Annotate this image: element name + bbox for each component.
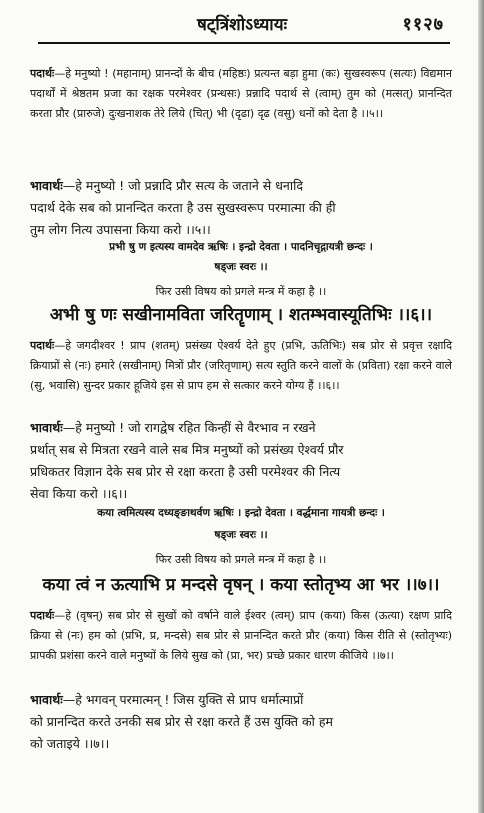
header-rule (38, 42, 450, 44)
bhavartha-line: पदार्थ देके सब को प्रानन्दित करता है उस सुखस्वरूप परमात्मा की ही (30, 200, 336, 215)
bhavartha-line: भावार्थः—हे मनुष्यो ! जो प्रन्नादि प्रौर सत्य के जताने से धनादि (30, 178, 303, 193)
padartha-paragraph-7 (30, 606, 452, 666)
bhavartha-label: भावार्थः (30, 420, 63, 435)
mantra-verse-6: अभी षु णः सखीनामविता जरितॄणाम् । शतम्भवास्यूतिभिः ।।६।। (49, 305, 433, 325)
bhavartha-line: सेवा किया करो ।।६।। (30, 486, 128, 501)
padartha-label: पदार्थः (30, 339, 55, 352)
bhavartha-line: प्रर्थात् सब से मित्रता रखने वाले सब मित्र मनुष्यों को प्रसंख्य ऐश्वर्य प्रौर (30, 442, 344, 457)
svara-line: षड्जः स्वरः ।। (214, 261, 268, 273)
bhavartha-label: भावार्थः (30, 692, 63, 707)
chapter-title: षट्त्रिंशोऽध्यायः (196, 15, 288, 35)
padartha-paragraph-5 (30, 64, 452, 124)
intro-line: फिर उसी विषय को प्रगले मन्त्र में कहा है ।। (155, 285, 327, 298)
bhavartha-line: तुम लोग नित्य उपासना किया करो ।।५।। (30, 222, 211, 237)
padartha-label: पदार्थः (30, 609, 55, 622)
bhavartha-line: भावार्थः—हे मनुष्यो ! जो रागद्वेष रहित किन्हीं से वैरभाव न रखने (30, 420, 316, 435)
svara-line: षड्जः स्वरः ।। (214, 529, 268, 541)
bhavartha-line: भावार्थः—हे भगवन् परमात्मन् ! जिस युक्ति से प्राप धर्मात्माप्रों (30, 692, 304, 707)
rishi-devata-line: कया त्वमित्यस्य दध्यङ्ङाथर्वण ऋषिः । इन्द्रो देवता । वर्द्धमाना गायत्री छन्दः । (97, 507, 385, 519)
mantra-verse-7: कया त्वं न ऊत्याभि प्र मन्दसे वृषन् । कया स्तोतृभ्य आ भर ।।७।। (42, 575, 440, 595)
page-number: ११२७ (402, 14, 444, 35)
padartha-text: —हे जगदीश्वर ! प्राप (शतम्) प्रसंख्य ऐश्वर्य देते हुए (प्रभि, ऊतिभिः) सब प्रोर से प्रवृत्त रक्षादि क्रियाप्रों से (नः) हमारे (सखीनाम्) मित्रों प्रौर (जरितृणाम्) सत्य स्तुति करने वालों के (प्रविता) रक्षा करने वाले (सु, भवासि) सुन्दर प्रकार हूजिये इस से प्राप हम से सत्कार करने योग्य हैं ।।६।। (30, 339, 452, 392)
padartha-label: पदार्थः (30, 67, 55, 80)
page-header (0, 12, 484, 40)
intro-line: फिर उसी विषय को प्रगले मन्त्र में कहा है ।। (155, 553, 327, 566)
padartha-text: —हे मनुष्यो ! (महानाम्) प्रानन्दों के बीच (महिष्ठः) प्रत्यन्त बड़ा हुमा (कः) सुखस्वरूप (सत्यः) विद्यमान पदार्थों में श्रेष्ठतम प्रजा का रक्षक परमेश्वर (प्रन्धसः) प्रन्नादि पदार्थ से (त्वाम्) तुम को (मत्सत्) प्रानन्दित करता प्रौर (प्रारुजे) दुःखनाशक तेरे लिये (चित्) भी (दृढा) दृढ (वसु) धनों को देता है ।।५।। (30, 67, 452, 120)
padartha-paragraph-6 (30, 336, 452, 396)
bhavartha-line: को जताइये ।।७।। (30, 736, 110, 751)
page-edge-shadow (478, 0, 484, 813)
padartha-text: —हे (वृषन्) सब प्रोर से सुखों को वर्षाने वाले ईश्वर (त्वम्) प्राप (कया) किस (ऊत्या) रक्षण प्रादि क्रिया से (नः) हम को (प्रभि, प्र, मन्दसे) सब प्रोर से प्रानन्दित करते प्रौर (कया) किस रीति से (स्तोतृभ्यः) प्रापकी प्रशंसा करने वाले मनुष्यों के लिये सुख को (प्रा, भर) प्रच्छे प्रकार धारण कीजिये ।।७।। (30, 609, 452, 662)
bhavartha-line: को प्रानन्दित करते उनकी सब प्रोर से रक्षा करते हैं उस युक्ति को हम (30, 714, 333, 729)
bhavartha-line: प्रधिकतर विज्ञान देके सब प्रोर से रक्षा करता है उसी परमेश्वर की नित्य (30, 464, 341, 479)
bhavartha-label: भावार्थः (30, 178, 63, 193)
rishi-devata-line: प्रभी षु ण इत्यस्य वामदेव ऋषिः । इन्द्रो देवता । पादनिचृद्गायत्री छन्दः । (109, 241, 373, 253)
